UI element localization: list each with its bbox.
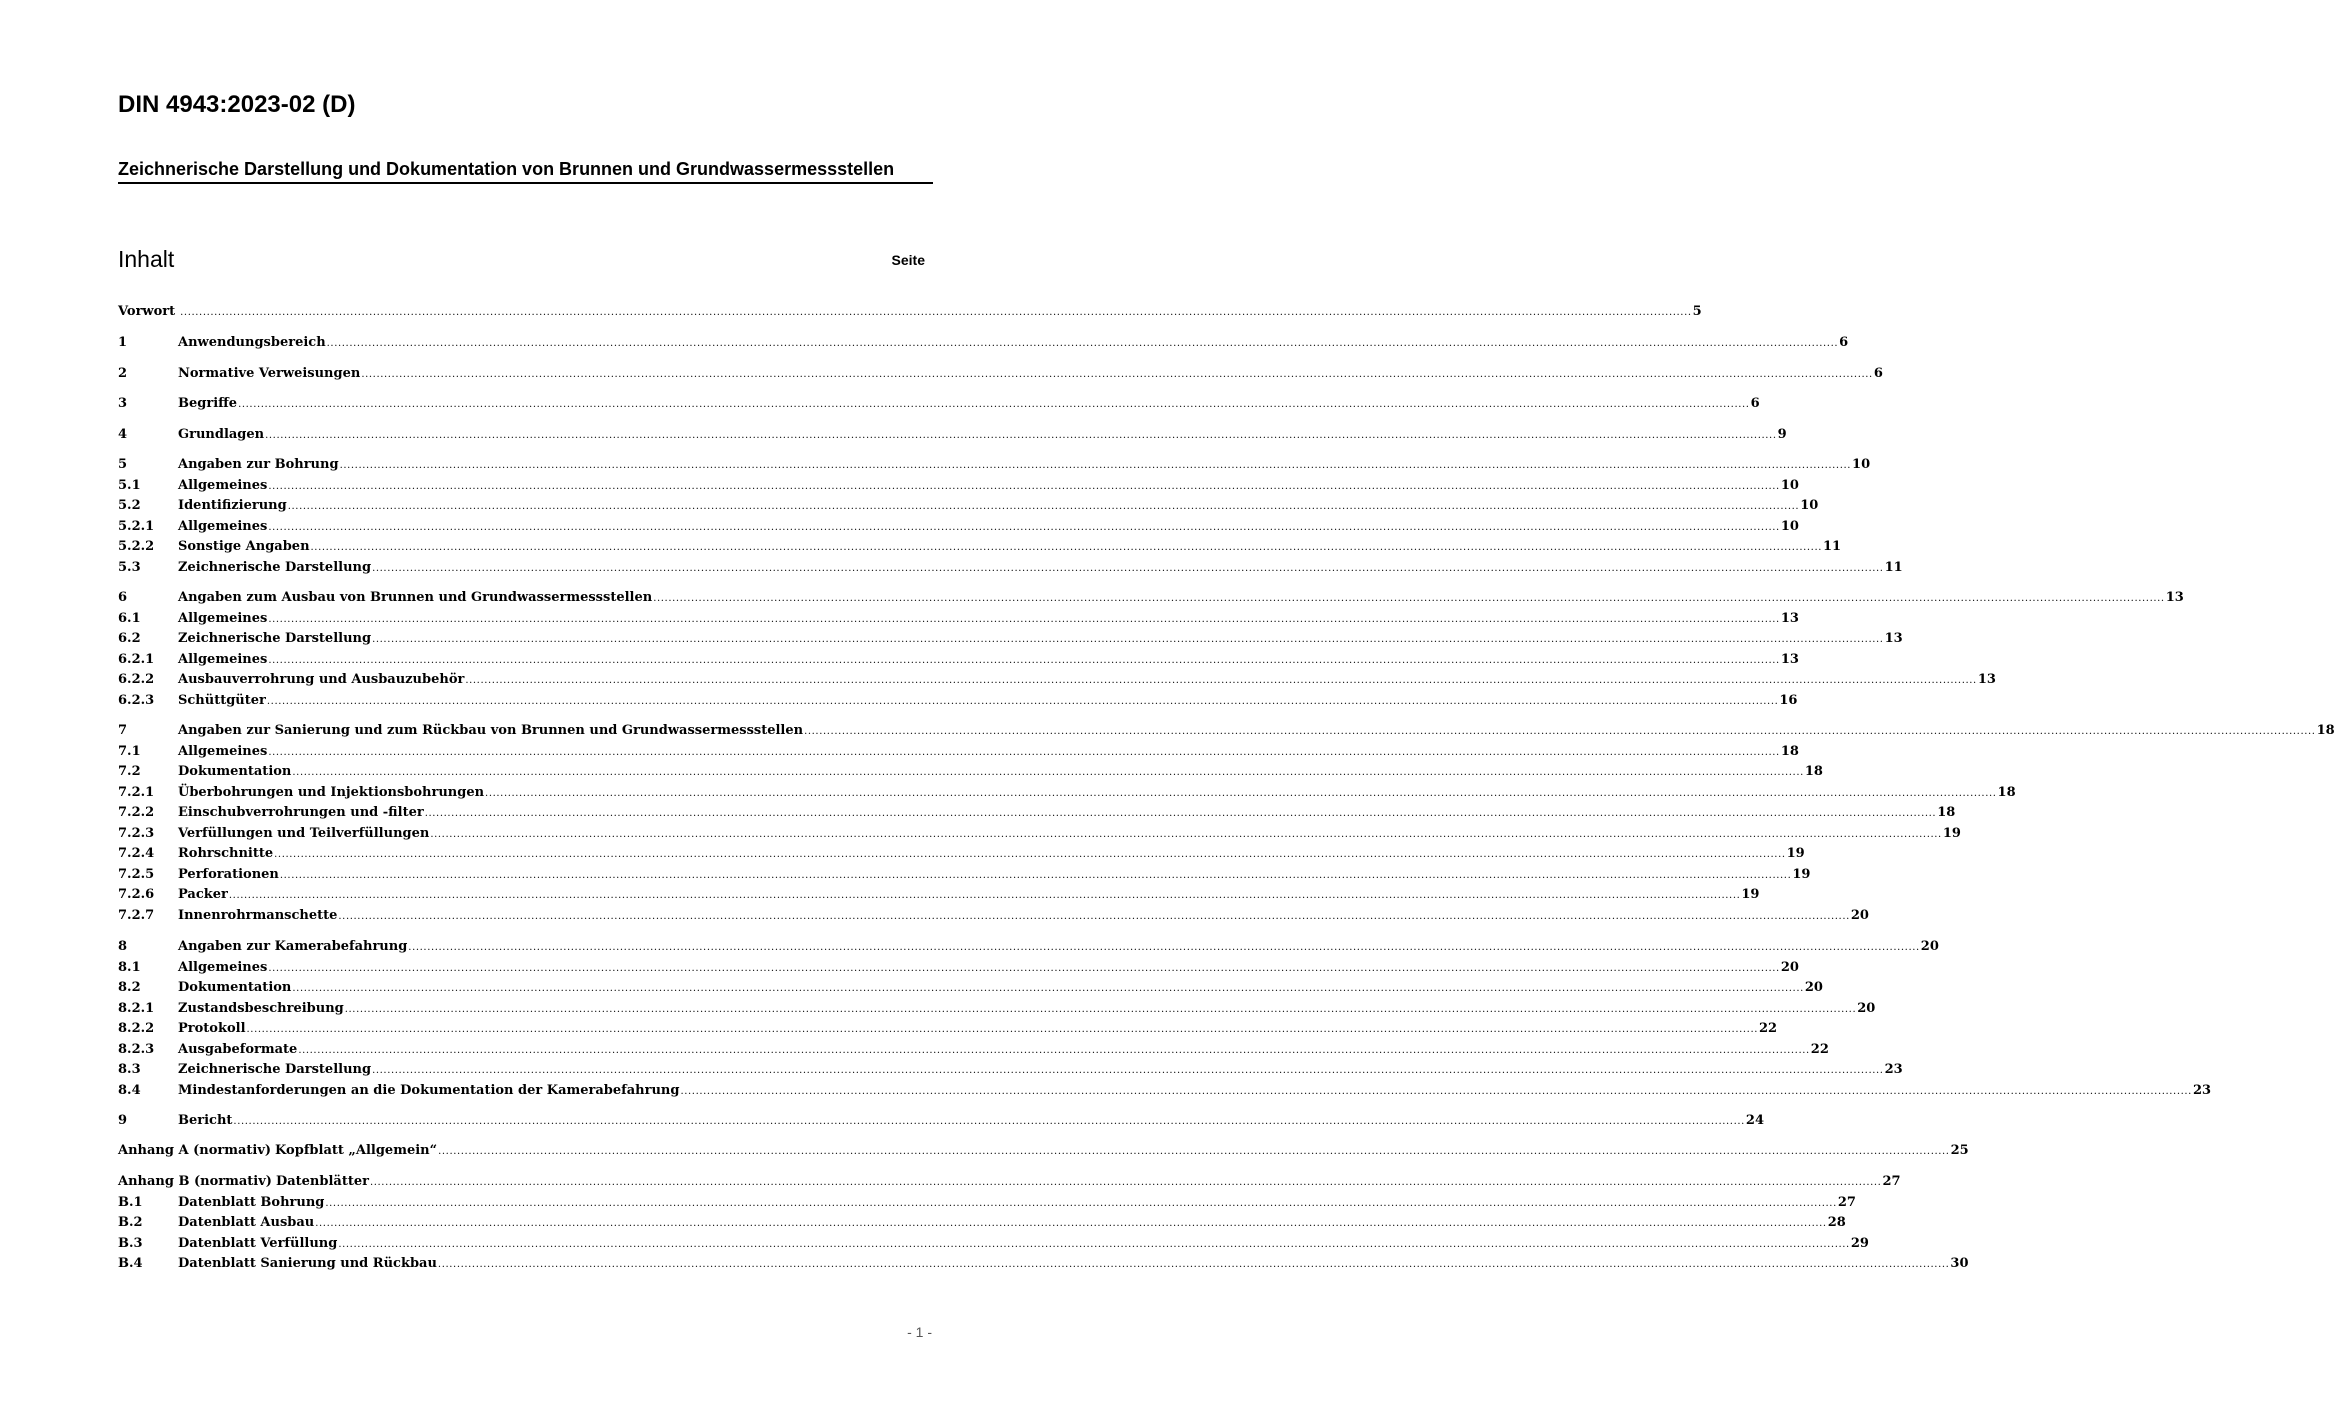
- toc-entry-number: 7.2.4: [118, 846, 155, 861]
- toc-entry-number: 7.2.2: [118, 805, 155, 820]
- page-number: - 1 -: [907, 1324, 932, 1340]
- toc-entry-number: 1: [118, 335, 128, 350]
- toc-entry[interactable]: [118, 999, 1876, 1019]
- toc-entry-number: 7.2.7: [118, 907, 155, 923]
- toc-entry-title: Perforationen: [178, 866, 279, 882]
- toc-entry-number: 9: [118, 1113, 128, 1128]
- toc-entry-title: Zeichnerische Darstellung: [178, 631, 372, 646]
- toc-entry[interactable]: [118, 1019, 1778, 1039]
- toc-entry-page: 20: [1804, 980, 1823, 995]
- toc-dot-leader: ................................................................................................................................................................................................................................................................................................................................................................................................................: [238, 399, 1750, 410]
- toc-entry-number: B.4: [118, 1256, 143, 1271]
- toc-entry-title: Normative Verweisungen: [178, 366, 361, 381]
- document-title: Zeichnerische Darstellung und Dokumentation von Brunnen und Grundwassermessstellen: [118, 158, 933, 184]
- toc-dot-leader: ................................................................................................................................................................................................................................................................................................................................................................................................................: [315, 1218, 1827, 1229]
- toc-entry-page: 30: [1950, 1256, 1969, 1271]
- toc-entry-page: 6: [1839, 335, 1849, 350]
- toc-entry-number: 5: [118, 457, 128, 472]
- toc-entry[interactable]: [118, 537, 1842, 557]
- toc-dot-leader: ................................................................................................................................................................................................................................................................................................................................................................................................................: [268, 962, 1780, 974]
- toc-entry-title: Grundlagen: [178, 427, 265, 442]
- toc-entry-page: 13: [1780, 610, 1799, 626]
- toc-entry-title: Angaben zum Ausbau von Brunnen und Grundwassermessstellen: [178, 590, 653, 605]
- toc-entry-number: 7.2.1: [118, 784, 155, 800]
- toc-entry[interactable]: [118, 783, 2016, 803]
- toc-entry-page: 18: [1804, 764, 1823, 779]
- toc-entry-title: Allgemeines: [178, 743, 268, 759]
- toc-dot-leader: ................................................................................................................................................................................................................................................................................................................................................................................................................: [326, 338, 1839, 349]
- toc-entry-page: 9: [1777, 427, 1787, 442]
- toc-entry-page: 10: [1800, 498, 1819, 513]
- toc-entry-title: Zustandsbeschreibung: [178, 1000, 344, 1016]
- toc-entry-number: 8.2.1: [118, 1000, 155, 1016]
- toc-entry-title: Einschubverrohrungen und -filter: [178, 805, 424, 820]
- toc-entry-number: 6.2.1: [118, 651, 155, 667]
- toc-entry-page: 10: [1780, 477, 1799, 493]
- toc-entry[interactable]: [118, 609, 1799, 629]
- toc-entry-title: Datenblatt Ausbau: [178, 1215, 315, 1230]
- toc-entry-number: B.2: [118, 1215, 143, 1230]
- toc-entry-title: Dokumentation: [178, 764, 292, 779]
- toc-dot-leader: ................................................................................................................................................................................................................................................................................................................................................................................................................: [680, 1085, 2192, 1097]
- toc-entry-number: 8.1: [118, 959, 141, 975]
- toc-entry-title: Rohrschnitte: [178, 846, 274, 861]
- toc-entry-page: 22: [1759, 1021, 1778, 1036]
- toc-entry[interactable]: [118, 1172, 1901, 1192]
- toc-entry[interactable]: [118, 650, 1799, 670]
- toc-entry-page: 11: [1823, 539, 1842, 554]
- toc-dot-leader: ................................................................................................................................................................................................................................................................................................................................................................................................................: [465, 675, 1977, 686]
- toc-dot-leader: ................................................................................................................................................................................................................................................................................................................................................................................................................: [268, 746, 1780, 758]
- toc-entry[interactable]: [118, 517, 1799, 537]
- toc-entry[interactable]: [118, 803, 1956, 823]
- toc-entry-title: Ausgabeformate: [178, 1041, 298, 1057]
- toc-entry-number: 4: [118, 427, 128, 442]
- toc-entry-title: Sonstige Angaben: [178, 539, 310, 554]
- toc-dot-leader: ................................................................................................................................................................................................................................................................................................................................................................................................................: [485, 787, 1997, 799]
- toc-entry-number: 2: [118, 366, 128, 381]
- toc-entry-title: Allgemeines: [178, 959, 268, 975]
- toc-entry-page: 29: [1850, 1235, 1869, 1251]
- toc-dot-leader: ................................................................................................................................................................................................................................................................................................................................................................................................................: [438, 1146, 1950, 1157]
- toc-dot-leader: ................................................................................................................................................................................................................................................................................................................................................................................................................: [228, 890, 1741, 901]
- toc-entry-page: 22: [1810, 1041, 1829, 1057]
- toc-dot-leader: ................................................................................................................................................................................................................................................................................................................................................................................................................: [274, 849, 1786, 860]
- toc-entry-page: 18: [1937, 805, 1956, 820]
- toc-dot-leader: ................................................................................................................................................................................................................................................................................................................................................................................................................: [325, 1197, 1837, 1209]
- toc-entry-number: 6.2: [118, 631, 141, 646]
- toc-entry-number: Vorwort: [118, 304, 176, 319]
- toc-entry-title: Allgemeines: [178, 518, 268, 534]
- toc-entry-page: 13: [1977, 672, 1996, 687]
- toc-entry-number: 6.1: [118, 610, 141, 626]
- toc-dot-leader: ................................................................................................................................................................................................................................................................................................................................................................................................................: [180, 307, 1692, 318]
- toc-dot-leader: ................................................................................................................................................................................................................................................................................................................................................................................................................: [372, 562, 1884, 574]
- toc-entry-title: Innenrohrmanschette: [178, 907, 338, 923]
- toc-entry-page: 19: [1792, 866, 1811, 882]
- toc-entry[interactable]: [118, 865, 1811, 885]
- toc-entry-number: 7.2.5: [118, 866, 155, 882]
- toc-entry-page: 18: [1997, 784, 2016, 800]
- toc-entry-page: 27: [1837, 1194, 1856, 1210]
- toc-dot-leader: ................................................................................................................................................................................................................................................................................................................................................................................................................: [292, 767, 1804, 778]
- toc-entry[interactable]: [118, 1111, 1764, 1131]
- toc-entry-title: Ausbauverrohrung und Ausbauzubehör: [178, 672, 465, 687]
- toc-entry-title: Allgemeines: [178, 477, 268, 493]
- toc-entry-page: 13: [1884, 631, 1903, 646]
- toc-entry[interactable]: [118, 1213, 1846, 1233]
- toc-entry-page: 23: [1884, 1062, 1903, 1077]
- toc-entry-page: 5: [1692, 304, 1702, 319]
- toc-dot-leader: ................................................................................................................................................................................................................................................................................................................................................................................................................: [268, 521, 1780, 533]
- toc-entry-page: 20: [1920, 939, 1939, 954]
- toc-entry-title: Mindestanforderungen an die Dokumentation der Kamerabefahrung: [178, 1082, 680, 1098]
- toc-entry-title: Angaben zur Kamerabefahrung: [178, 939, 408, 954]
- toc-dot-leader: ................................................................................................................................................................................................................................................................................................................................................................................................................: [338, 910, 1850, 922]
- toc-entry-number: 3: [118, 396, 128, 411]
- toc-entry[interactable]: [118, 496, 1819, 516]
- toc-dot-leader: ................................................................................................................................................................................................................................................................................................................................................................................................................: [424, 808, 1937, 819]
- document-id: DIN 4943:2023-02 (D): [118, 91, 356, 118]
- toc-entry-number: 7.2.6: [118, 887, 155, 902]
- toc-dot-leader: ................................................................................................................................................................................................................................................................................................................................................................................................................: [369, 1177, 1882, 1188]
- toc-entry[interactable]: [118, 394, 1760, 414]
- toc-dot-leader: ................................................................................................................................................................................................................................................................................................................................................................................................................: [653, 593, 2165, 604]
- toc-entry[interactable]: [118, 1060, 1903, 1080]
- toc-entry[interactable]: [118, 629, 1903, 649]
- toc-entry[interactable]: [118, 1040, 1829, 1060]
- toc-entry-number: 8: [118, 939, 128, 954]
- toc-entry-number: 8.3: [118, 1062, 141, 1077]
- toc-dot-leader: ................................................................................................................................................................................................................................................................................................................................................................................................................: [233, 1116, 1745, 1127]
- toc-entry-page: 20: [1850, 907, 1869, 923]
- toc-dot-leader: ................................................................................................................................................................................................................................................................................................................................................................................................................: [339, 460, 1852, 471]
- toc-entry[interactable]: [118, 425, 1787, 445]
- toc-entry-page: 13: [2165, 590, 2184, 605]
- toc-entry-number: 5.2: [118, 498, 141, 513]
- toc-entry-number: Anhang B (normativ): [118, 1174, 272, 1189]
- toc-entry-number: 6.2.3: [118, 692, 155, 708]
- toc-dot-leader: ................................................................................................................................................................................................................................................................................................................................................................................................................: [338, 1238, 1850, 1250]
- toc-entry-title: Überbohrungen und Injektionsbohrungen: [178, 784, 485, 800]
- toc-entry-page: 10: [1852, 457, 1871, 472]
- toc-entry-page: 10: [1780, 518, 1799, 534]
- toc-entry-title: Zeichnerische Darstellung: [178, 559, 372, 575]
- toc-entry-number: 8.2.3: [118, 1041, 155, 1057]
- toc-entry[interactable]: [118, 885, 1760, 905]
- toc-entry[interactable]: [118, 588, 2184, 608]
- toc-dot-leader: ................................................................................................................................................................................................................................................................................................................................................................................................................: [246, 1024, 1759, 1035]
- toc-entry[interactable]: [118, 844, 1805, 864]
- toc-entry[interactable]: [118, 937, 1939, 957]
- toc-entry-page: 25: [1950, 1143, 1969, 1158]
- toc-entry[interactable]: [118, 364, 1883, 384]
- toc-entry[interactable]: [118, 742, 1799, 762]
- toc-entry-number: 8.2: [118, 980, 141, 995]
- toc-entry[interactable]: [118, 1254, 1969, 1274]
- toc-entry-title: Allgemeines: [178, 610, 268, 626]
- toc-entry-number: 5.1: [118, 477, 141, 493]
- toc-entry[interactable]: [118, 302, 1702, 322]
- toc-entry[interactable]: [118, 455, 1871, 475]
- toc-entry-number: 7.2.3: [118, 825, 155, 841]
- toc-entry-number: 8.4: [118, 1082, 141, 1098]
- toc-entry-page: 11: [1884, 559, 1903, 575]
- toc-entry-title: Datenblatt Verfüllung: [178, 1235, 338, 1251]
- toc-entry-number: 8.2.2: [118, 1021, 155, 1036]
- toc-entry[interactable]: [118, 762, 1823, 782]
- page-column-label: Seite: [891, 252, 925, 268]
- toc-entry[interactable]: [118, 1234, 1869, 1254]
- toc-entry-page: 24: [1745, 1113, 1764, 1128]
- toc-entry-page: 16: [1779, 692, 1798, 708]
- toc-entry-title: Verfüllungen und Teilverfüllungen: [178, 825, 430, 841]
- toc-dot-leader: ................................................................................................................................................................................................................................................................................................................................................................................................................: [298, 1044, 1810, 1056]
- toc-entry-page: 28: [1827, 1215, 1846, 1230]
- toc-entry-page: 19: [1942, 825, 1961, 841]
- toc-entry-title: Datenblatt Sanierung und Rückbau: [178, 1256, 437, 1271]
- toc-entry-title: Packer: [178, 887, 228, 902]
- toc-entry-page: 27: [1882, 1174, 1901, 1189]
- toc-entry-page: 19: [1786, 846, 1805, 861]
- toc-entry-page: 23: [2192, 1082, 2212, 1098]
- toc-dot-leader: ................................................................................................................................................................................................................................................................................................................................................................................................................: [287, 501, 1800, 512]
- toc-entry[interactable]: [118, 1193, 1856, 1213]
- toc-entry[interactable]: [118, 906, 1869, 926]
- toc-entry-number: Anhang A (normativ): [118, 1143, 272, 1158]
- toc-entry-title: Allgemeines: [178, 651, 268, 667]
- toc-dot-leader: ................................................................................................................................................................................................................................................................................................................................................................................................................: [430, 828, 1942, 840]
- toc-entry-number: 7: [118, 723, 128, 738]
- toc-entry-page: 20: [1780, 959, 1799, 975]
- toc-entry-number: 6.2.2: [118, 672, 155, 687]
- toc-entry-title: Bericht: [178, 1113, 233, 1128]
- toc-dot-leader: ................................................................................................................................................................................................................................................................................................................................................................................................................: [408, 942, 1920, 953]
- toc-dot-leader: ................................................................................................................................................................................................................................................................................................................................................................................................................: [268, 613, 1780, 625]
- toc-entry[interactable]: [118, 958, 1799, 978]
- toc-heading: Inhalt: [118, 246, 175, 272]
- toc-entry-number: 7.1: [118, 743, 141, 759]
- toc-entry-title: Identifizierung: [178, 498, 287, 513]
- toc-dot-leader: ................................................................................................................................................................................................................................................................................................................................................................................................................: [437, 1259, 1950, 1270]
- toc-entry-title: Angaben zur Sanierung und zum Rückbau von Brunnen und Grundwassermessstellen: [178, 723, 804, 738]
- toc-entry-number: B.3: [118, 1235, 143, 1251]
- toc-entry-title: Angaben zur Bohrung: [178, 457, 339, 472]
- toc-entry[interactable]: [118, 333, 1849, 353]
- toc-dot-leader: ................................................................................................................................................................................................................................................................................................................................................................................................................: [310, 542, 1823, 553]
- toc-entry-page: 20: [1857, 1000, 1876, 1016]
- toc-entry-title: Dokumentation: [178, 980, 292, 995]
- toc-entry-number: 6: [118, 590, 128, 605]
- toc-dot-leader: ................................................................................................................................................................................................................................................................................................................................................................................................................: [279, 869, 1792, 881]
- toc-entry-page: 13: [1780, 651, 1799, 667]
- toc-dot-leader: ................................................................................................................................................................................................................................................................................................................................................................................................................: [266, 695, 1779, 707]
- toc-entry-title: Zeichnerische Darstellung: [178, 1062, 372, 1077]
- toc-entry-number: 5.3: [118, 559, 141, 575]
- toc-entry-number: 5.2.2: [118, 539, 155, 554]
- toc-entry[interactable]: [118, 824, 1961, 844]
- toc-dot-leader: ................................................................................................................................................................................................................................................................................................................................................................................................................: [804, 726, 2316, 737]
- toc-entry-number: 7.2: [118, 764, 141, 779]
- toc-entry-number: 5.2.1: [118, 518, 155, 534]
- toc-entry-page: 6: [1750, 396, 1760, 411]
- toc-entry-title: Protokoll: [178, 1021, 246, 1036]
- toc-entry-page: 6: [1873, 366, 1883, 381]
- toc-entry[interactable]: [118, 476, 1799, 496]
- toc-entry[interactable]: [118, 1141, 1969, 1161]
- toc-entry-title: Datenblatt Bohrung: [178, 1194, 325, 1210]
- toc-dot-leader: ................................................................................................................................................................................................................................................................................................................................................................................................................: [265, 430, 1777, 441]
- toc-dot-leader: ................................................................................................................................................................................................................................................................................................................................................................................................................: [361, 369, 1873, 380]
- toc-entry-page: 18: [2316, 723, 2335, 738]
- toc-dot-leader: ................................................................................................................................................................................................................................................................................................................................................................................................................: [268, 654, 1780, 666]
- toc-entry[interactable]: [118, 691, 1798, 711]
- toc-entry-title: Schüttgüter: [178, 692, 266, 708]
- toc-entry-title: Begriffe: [178, 396, 238, 411]
- toc-entry-title: Datenblätter: [275, 1174, 369, 1189]
- toc-entry[interactable]: [118, 558, 1903, 578]
- toc-entry[interactable]: [118, 1081, 2212, 1101]
- toc-dot-leader: ................................................................................................................................................................................................................................................................................................................................................................................................................: [372, 634, 1884, 645]
- toc-entry-number: B.1: [118, 1194, 143, 1210]
- toc-entry-page: 18: [1780, 743, 1799, 759]
- toc-entry-title: Anwendungsbereich: [178, 335, 326, 350]
- toc-dot-leader: ................................................................................................................................................................................................................................................................................................................................................................................................................: [372, 1065, 1884, 1076]
- toc-dot-leader: ................................................................................................................................................................................................................................................................................................................................................................................................................: [268, 480, 1780, 492]
- toc-entry[interactable]: [118, 721, 2335, 741]
- toc-entry[interactable]: [118, 978, 1823, 998]
- toc-entry[interactable]: [118, 670, 1996, 690]
- toc-entry-title: Kopfblatt „Allgemein“: [275, 1143, 438, 1158]
- toc-dot-leader: ................................................................................................................................................................................................................................................................................................................................................................................................................: [292, 983, 1804, 994]
- toc-entry-page: 19: [1741, 887, 1760, 902]
- toc-dot-leader: ................................................................................................................................................................................................................................................................................................................................................................................................................: [344, 1003, 1857, 1015]
